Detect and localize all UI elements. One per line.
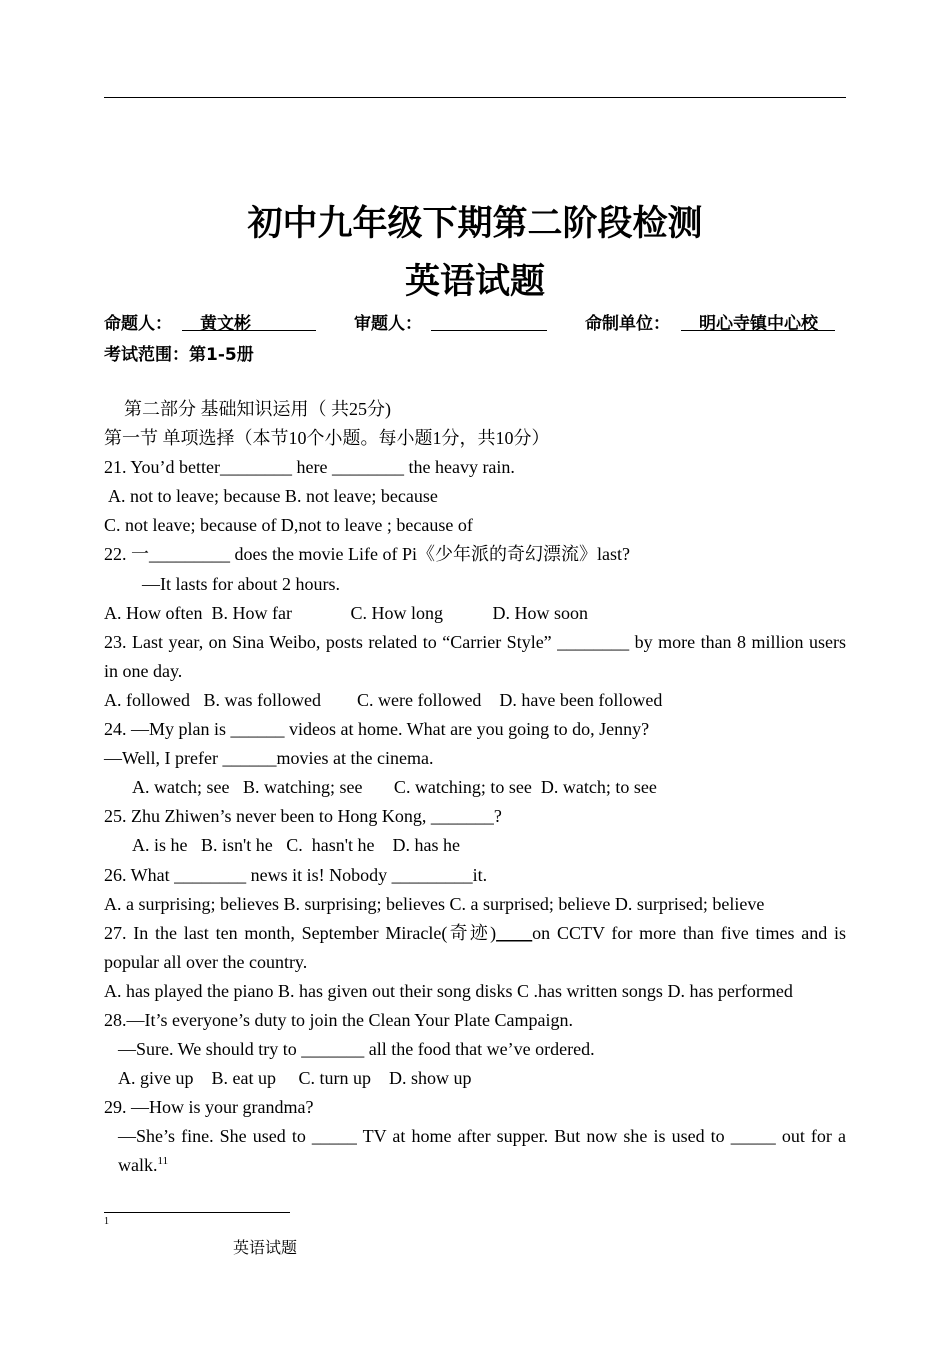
exam-meta	[104, 309, 846, 335]
question-section	[104, 395, 846, 1181]
exam-title: 初中九年级下期第二阶段检测	[247, 203, 703, 244]
question-options: A. not to leave; because B. not leave; because	[108, 486, 438, 507]
reviewer-field	[431, 309, 547, 331]
author-label: 命题人：	[104, 314, 172, 334]
question-options: A. is he B. isn't he C. hasn't he D. has he	[132, 835, 460, 856]
header-rule	[104, 97, 846, 98]
question-stem: 22. 一_________ does the movie Life of Pi《少年派的奇幻漂流》last?	[104, 544, 630, 565]
subsection-heading: 第一节 单项选择（本节10个小题。每小题1分，共10分）	[104, 428, 550, 449]
question-options: A. give up B. eat up C. turn up D. show up	[118, 1068, 472, 1089]
question-stem: 29. —How is your grandma?	[104, 1097, 314, 1118]
question-stem: 26. What ________ news it is! Nobody _________it.	[104, 864, 488, 885]
question-options: A. a surprising; believes B. surprising; believes C. a surprised; believe D. surprised; believe	[104, 893, 765, 914]
question-options: A. How often B. How far C. How long D. How soon	[104, 602, 588, 623]
reply-text: —She’s fine. She used to _____ TV at home after supper. But now she is used to _____ out for a walk.	[118, 1126, 846, 1176]
question-stem: 23. Last year, on Sina Weibo, posts related to “Carrier Style” ________ by more than 8 million users in one day.	[104, 631, 846, 681]
exam-subtitle: 英语试题	[404, 261, 545, 302]
question-stem: 24. —My plan is ______ videos at home. What are you going to do, Jenny?	[104, 719, 650, 740]
question-stem: 25. Zhu Zhiwen’s never been to Hong Kong, _______?	[104, 806, 502, 827]
author-field: 黄文彬	[182, 309, 316, 331]
footnote-rule	[104, 1212, 290, 1213]
answer-blank: ____	[496, 922, 533, 943]
question-stem: 21. You’d better________ here ________ the heavy rain.	[104, 457, 515, 478]
stem-text: 27. In the last ten month, September Miracle(奇迹)	[104, 922, 497, 943]
question-reply: —Well, I prefer ______movies at the cinema.	[104, 748, 434, 769]
question-options: A. followed B. was followed C. were followed D. have been followed	[104, 689, 663, 710]
part-heading: 第二部分 基础知识运用（ 共25分)	[124, 399, 391, 419]
unit-label: 命制单位：	[585, 314, 670, 334]
exam-scope: 考试范围：第1-5册	[104, 345, 254, 365]
footnote-ref: 11	[157, 1155, 169, 1168]
question-reply: —Sure. We should try to _______ all the food that we’ve ordered.	[118, 1039, 595, 1060]
question-stem: 28.—It’s everyone’s duty to join the Clean Your Plate Campaign.	[104, 1009, 573, 1030]
footnote-text: 英语试题	[233, 1240, 298, 1257]
question-options: A. watch; see B. watching; see C. watching; to see D. watch; to see	[132, 777, 657, 798]
question-reply	[104, 1122, 846, 1180]
question-stem	[104, 919, 846, 977]
question-options: C. not leave; because of D,not to leave ; because of	[104, 515, 473, 536]
unit-field: 明心寺镇中心校	[681, 309, 835, 331]
question-options: A. has played the piano B. has given out their song disks C .has written songs D. has performed	[104, 980, 793, 1001]
stem-text: on CCTV for more than five times and is popular all over the country.	[104, 922, 847, 972]
reviewer-label: 审题人：	[354, 314, 422, 334]
footnote-mark: 1	[104, 1216, 109, 1227]
question-reply: —It lasts for about 2 hours.	[142, 573, 340, 594]
